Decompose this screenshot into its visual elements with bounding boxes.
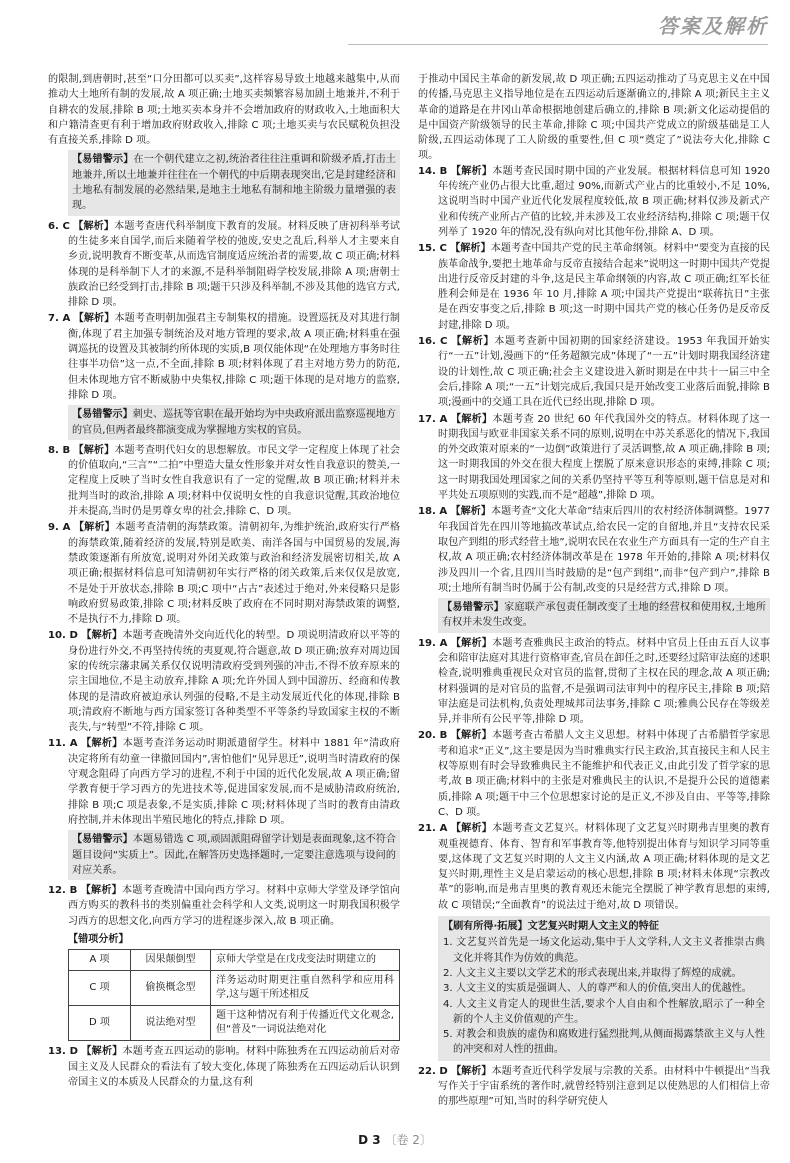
question-number: 13. D <box>48 1046 78 1058</box>
question-number: 10. D <box>48 630 78 642</box>
analysis-label: 【解析】 <box>81 1046 123 1058</box>
list-item: 4. 人文主义肯定人的现世生活,要求个人自由和个性解放,昭示了一种全新的个人主义价值观的产生。 <box>443 998 765 1025</box>
answer-item <box>418 636 770 728</box>
question-number: 20. B <box>418 730 448 742</box>
wrong-option-table <box>68 949 400 1041</box>
paragraph-continued: 于推动中国民主革命的新发展,故 D 项正确;五四运动推动了马克思主义在中国的传播,马克思主义指导地位是在五四运动后逐渐确立的,排除 A 项;新民主主义革命的道路是在井冈山革命根据地创建后确立的,排除 B 项;新文化运动提倡的是中国资产阶级领导的民主革命,排除 C 项;中国共产党成立的阶级基础是工人阶级,五四运动体现了工人阶级的重要性,但 C 项“奠定了”说法夸大化,排除 C 项。 <box>418 74 770 162</box>
analysis-text: 本题考查民国时期中国的产业发展。根据材料信息可知 1920 年传统产业仍占很大比重,超过 90%,而新式产业占的比重较小,不足 10%,这说明当时中国产业近代化发展程度较低,故 B 项正确;材料仅涉及新式产业和传统产业所占产值的比较,并未涉及工农业经济结构,排除 C 项;题干仅列举了 1920 年的情况,没有纵向对比其他年份,排除 A、D 项。 <box>438 165 771 238</box>
analysis-text: 本题考查“文化大革命”结束后四川的农村经济体制调整。1977 年我国首先在四川等地搞改革试点,给农民一定的自留地,并且“支持农民采取包产到组的形式经营土地”,说明农民在农业生产方面具有一定的生产自主权,故 A 项正确;农村经济体制改革是在 1978 年开始的,排除 A 项;材料仅涉及四川一个省,且四川当时鼓励的是“包产到组”,而非“包产到户”,排除 B 项;土地所有制当时仍属于公有制,改变的只是经营方式,排除 D 项。 <box>438 506 770 594</box>
page-header <box>0 10 790 50</box>
answer-item <box>418 334 770 410</box>
volume-label: 〔卷 2〕 <box>384 1133 432 1147</box>
table-row <box>69 1006 400 1041</box>
analysis-text: 本题考查晚清中国向西方学习。材料中京师大学堂及译学馆向西方购买的教科书的类别偏重社会科学和人文类,说明这一时期我国积极学习西方的思想文化,向西方学习的进程逐步深入,故 B 项正确。 <box>68 885 401 927</box>
analysis-text: 本题考查唐代科举制度下教育的发展。材料反映了唐初科举考试的生徒多来自国学,而后来随着学校的弛废,安史之乱后,科举人才主要来自乡贡,说明教育不断变革,从而选官制度适应统治者的需要,故 C 项正确;材料体现的是科举制下人才的来源,不是科举制阻碍学校发展,排除 A 项;唐朝士族政治已经受到打击,排除 B 项;题干只涉及科举制,不涉及其他的选官方式,排除 D 项。 <box>68 220 401 309</box>
tip-text: 刺史、巡抚等官职在最开始均为中央政府派出监察巡视地方的官员,但两者最终都演变成为掌握地方实权的官员。 <box>72 409 397 436</box>
analysis-text: 本题考查近代科学发展与宗教的关系。由材料中牛顿提出“当我写作关于宇宙系统的著作时,就曾经特别注意到足以使熟思的人们相信上帝的那些原理”可知,当时的科学研究使人 <box>438 1065 771 1108</box>
page-footer <box>0 1131 790 1148</box>
answer-item <box>418 821 770 913</box>
analysis-text: 本题考查中国共产党的民主革命纲领。材料中“要变为直接的民族革命战争,要把土地革命与反帝直接结合起来”说明这一时期中国共产党提出进行反帝反封建的斗争,这是民主革命纲领的内容,故 C 项正确;红军长征胜利会师是在 1936 年 10 月,排除 A 项;中国共产党提出“联蒋抗日”主张是在西安事变之后,排除 B 项;这一时期中国共产党的核心任务仍是反帝反封建,排除 D 项。 <box>438 243 770 331</box>
answer-item <box>48 736 400 828</box>
wrong-option-analysis <box>68 932 400 1041</box>
left-column <box>48 72 400 1091</box>
option-cell: A 项 <box>69 950 131 971</box>
extension-heading: 【刷有所得·拓展】文艺复兴时期人文主义的特征 <box>443 921 659 933</box>
analysis-text: 本题考查 20 世纪 60 年代我国外交的特点。材料体现了这一时期我国与欧亚非国家关系不同的原则,说明在中苏关系恶化的情况下,我国的外交政策对原来的“一边倒”政策进行了灵活调整,故 A 项正确,排除 B 项;这一时期我国的外交在很大程度上摆脱了原来意识形态的束缚,排除 C 项;这一时期我国处理国家之间的关系仍坚持平等互利等原则,题干信息是对和平共处五项原则的实践,而不是“超越”,排除 D 项。 <box>438 413 770 502</box>
paragraph-intro: 的限制,到唐朝时,甚至“口分田都可以买卖”,这样容易导致土地越来越集中,从而推动大土地所有制的发展,故 A 项正确;土地买卖频繁容易加剧土地兼并,不利于自耕农的发展,排除 B 项;土地买卖本身并不会增加政府的财政收入,土地面积大和户籍清查更有利于增加政府财政收入,排除 C 项;土地买卖与农民赋税负担没有直接关系,排除 D 项。 <box>48 74 400 147</box>
analysis-text: 本题考查清朝的海禁政策。清朝初年,为维护统治,政府实行严格的海禁政策,随着经济的发展,特别是欧美、南洋各国与中国贸易的发展,海禁政策逐渐有所放宽,说明对外闭关政策与政治和经济发展密切相关,故 A 项正确;根据材料信息可知清朝初年实行严格的闭关政策,后来仅仅是放宽,不是处于开放状态,排除 B 项;C 项中“占古”表述过于绝对,外来侵略只是影响政府贸易政策,排除 C 项;材料反映了政府在不同时期对海禁政策的调整,不是执行不力,排除 D 项。 <box>68 522 401 626</box>
analysis-label: 【解析】 <box>73 313 115 325</box>
analysis-label: 【解析】 <box>451 336 495 348</box>
type-cell: 因果颠倒型 <box>131 950 211 971</box>
description-cell: 洋务运动时期更注重自然科学和应用科学,这与题干所述相反 <box>211 971 400 1006</box>
question-number: 8. B <box>48 444 71 456</box>
analysis-text: 本题考查明代妇女的思想解放。市民文学一定程度上体现了社会的价值取向,“三言”“二拍”中塑造大量女性形象并对女性自我意识的赞美,一定程度上反映了当时女性自我意识有了一定的觉醒,故 B 项正确;材料并未批判当时的政治,排除 A 项;材料中仅说明女性的自我意识觉醒,其政治地位并未提高,当时仍是男尊女卑的社会,排除 C、D 项。 <box>68 444 400 518</box>
analysis-label: 【解析】 <box>80 885 122 897</box>
type-cell: 说法绝对型 <box>131 1006 211 1041</box>
list-item: 1. 文艺复兴首先是一场文化运动,集中于人文学科,人文主义者推崇古典文化并将其作为仿效的典范。 <box>443 937 765 964</box>
answer-item <box>48 520 400 627</box>
right-column <box>418 72 770 1111</box>
analysis-label: 【解析】 <box>450 506 491 518</box>
tip-text: 家庭联产承包责任制改变了土地的经营权和使用权,土地所有权并未发生改变。 <box>442 602 766 629</box>
header-title: 答案及解析 <box>658 14 768 38</box>
analysis-text: 本题考查古希腊人文主义思想。材料中体现了古希腊哲学家思考和追求“正义”,这主要是因为当时雅典实行民主政治,其直接民主和人民主权等原则有时会导致雅典民主不能维护和代表正义,由此引发了哲学家的思考,故 B 项正确;材料中的主张是对雅典民主的认识,不是提升公民的道德素质,排除 A 项;题干中三个位思想家讨论的是正义,不涉及自由、平等等,排除 C、D 项。 <box>438 730 771 818</box>
question-number: 6. C <box>48 220 70 232</box>
analysis-label: 【解析】 <box>73 522 116 534</box>
list-item: 2. 人文主义主要以文学艺术的形式表现出来,并取得了辉煌的成就。 <box>443 967 742 979</box>
analysis-label: 【解析】 <box>450 243 491 255</box>
answer-item <box>48 628 400 735</box>
analysis-label: 【解析】 <box>73 220 115 232</box>
analysis-text: 本题考查五四运动的影响。材料中陈独秀在五四运动前后对帝国主义及人民群众的看法有了较大变化,体现了陈独秀在五四运动后认识到帝国主义的本质及人民群众的力量,这有利 <box>68 1046 400 1088</box>
description-cell: 京师大学堂是在戊戌变法时期建立的 <box>211 950 400 971</box>
analysis-label: 【解析】 <box>450 413 493 425</box>
wrong-option-heading: 【错项分析】 <box>68 934 129 946</box>
question-number: 11. A <box>48 738 78 750</box>
answer-item <box>48 443 400 519</box>
question-number: 12. B <box>48 885 78 897</box>
header-rule <box>348 44 768 45</box>
analysis-label: 【解析】 <box>73 444 115 456</box>
question-number: 7. A <box>48 313 71 325</box>
question-number: 18. A <box>418 506 448 518</box>
question-number: 19. A <box>418 637 448 649</box>
table-row <box>69 971 400 1006</box>
answer-item <box>418 164 770 240</box>
analysis-text: 本题考查雅典民主政治的特点。材料中官员上任由五百人议事会和陪审法庭对其进行资格审查,官员在卸任之时,还要经过陪审法庭的述职检查,说明雅典重视民众对官员的监督,贯彻了主权在民的理念,故 A 项正确;材料强调的是对官员的监督,不是强调司法审判中的程序民主,排除 B 项;陪审法庭是司法机构,负责处理城邦司法事务,排除 C 项;雅典公民存在等级差异,并非所有公民平等,排除 D 项。 <box>438 637 771 726</box>
answer-item <box>418 1064 770 1110</box>
error-warning-box <box>68 150 400 215</box>
analysis-text: 本题考查文艺复兴。材料体现了文艺复兴时期弗吉里奥的教育观重视德育、体育、智育和军事教育等,他特别提出体育与知识学习同等重要,这体现了文艺复兴时期的人文主义内涵,故 A 项正确;材料体现的是文艺复兴时期,理性主义是启蒙运动的核心思想,排除 B 项;材料未体现“宗教改革”的影响,而是弗吉里奥的教育观还未能完全摆脱了神学教育思想的束缚,故 C 项错误;“全面教育”的说法过于绝对,故 D 项错误。 <box>438 823 771 911</box>
analysis-label: 【解析】 <box>450 730 492 742</box>
error-warning-box <box>438 598 770 633</box>
question-number: 17. A <box>418 413 448 425</box>
tip-label: 【易错警示】 <box>72 834 133 846</box>
analysis-text: 本题考查新中国初期的国家经济建设。1953 年我国开始实行“一五”计划,漫画下的“任务超额完成”体现了“一五”计划时期我国经济建设的计划性,故 C 项正确;社会主义建设进入新时期是在中共十一届三中全会后,排除 A 项;“一五”计划完成后,我国只是开始改变工业落后面貌,排除 B 项;漫画中的交通工具在近代已经出现,排除 D 项。 <box>438 336 770 409</box>
error-warning-box <box>68 830 400 880</box>
tip-label: 【易错警示】 <box>72 409 133 421</box>
analysis-label: 【解析】 <box>451 1065 492 1077</box>
answer-item <box>48 883 400 929</box>
answer-item <box>48 311 400 403</box>
analysis-text: 本题考查晚清外交向近代化的转型。D 项说明清政府以平等的身份进行外交,不再坚持传统的夷夏观,符合题意,故 D 项正确;放弃对周边国家的传统宗藩隶属关系仅仅说明清政府受到列强的冲击,不得不放弃原来的宗主国地位,不是主动放弃,排除 A 项;允许外国人到中国游历、经商和传教体现的是清政府被迫承认列强的侵略,不是主动发展近代化的体现,排除 B 项;清政府不断地与西方国家签订各种类型不平等条约导致国家主权的不断丧失,与“转型”不符,排除 C 项。 <box>68 630 400 734</box>
question-number: 9. A <box>48 522 71 534</box>
analysis-text: 本题考查洋务运动时期派遣留学生。材料中 1881 年“清政府决定将所有幼童一律撤回国内”,害怕他们“见异思迁”,说明当时清政府的保守观念阻碍了向西方学习的进程,不利于中国的近代化发展,故 A 项正确;留学教育便于学习西方的先进技术等,促进国家发展,而不是威胁清政府统治,排除 B 项;C 项是表象,不是实质,排除 C 项;材料体现了当时的教育由清政府控制,并未体现出半殖民地化的特点,排除 D 项。 <box>68 738 400 826</box>
page-number: D 3 <box>358 1133 381 1147</box>
extension-box <box>438 916 770 1061</box>
description-cell: 题干这种情况有利于传播近代文化观念,但“普及”一词说法绝对化 <box>211 1006 400 1041</box>
question-number: 21. A <box>418 823 448 835</box>
analysis-label: 【解析】 <box>81 630 123 642</box>
answer-item <box>418 728 770 820</box>
answer-item <box>48 1044 400 1090</box>
answer-item <box>418 241 770 333</box>
analysis-text: 本题考查明朝加强君主专制集权的措施。设置巡抚及对其进行制衡,体现了君主加强专制统治及对地方管理的要求,故 A 项正确;材料重在强调巡抚的设置及其被制约所体现的实质,B 项仅能体现“在处理地方事务时往往事半功倍”这一点,不全面,排除 B 项;材料体现了君主对地方势力的防范,但未体现地方官不断威胁中央集权,排除 C 项;题干体现的是对地方的监察,排除 D 项。 <box>68 313 401 401</box>
question-number: 14. B <box>418 165 448 177</box>
question-number: 22. D <box>418 1065 448 1077</box>
tip-label: 【易错警示】 <box>442 602 505 614</box>
error-warning-box <box>68 405 400 440</box>
tip-text: 在一个朝代建立之初,统治者往往注重调和阶级矛盾,打击土地兼并,所以土地兼并往往在一个朝代的中后期表现突出,它是封建经济和土地私有制发展的必然结果,是地主土地私有制和地主阶级力量增强的表现。 <box>72 154 397 212</box>
question-number: 16. C <box>418 336 448 348</box>
option-cell: C 项 <box>69 971 131 1006</box>
analysis-label: 【解析】 <box>81 738 123 750</box>
tip-text: 本题易错选 C 项,顽固派阻碍留学计划是表面现象,这不符合题目设问“实质上”。因此,在解答历史选择题时,一定要注意选项与设问的对应关系。 <box>72 834 397 876</box>
tip-label: 【易错警示】 <box>72 154 134 166</box>
answer-item <box>418 412 770 504</box>
analysis-label: 【解析】 <box>450 823 493 835</box>
answer-item <box>48 219 400 311</box>
answer-item <box>418 504 770 596</box>
analysis-label: 【解析】 <box>450 165 493 177</box>
analysis-label: 【解析】 <box>450 637 493 649</box>
list-item: 3. 人文主义的实质是强调人、人的尊严和人的价值,突出人的优越性。 <box>443 983 752 995</box>
list-item: 5. 对教会和贵族的虚伪和腐败进行猛烈批判,从侧面揭露禁欲主义与人性的冲突和对人性的扭曲。 <box>443 1029 765 1056</box>
option-cell: D 项 <box>69 1006 131 1041</box>
table-row <box>69 950 400 971</box>
question-number: 15. C <box>418 243 447 255</box>
type-cell: 偷换概念型 <box>131 971 211 1006</box>
